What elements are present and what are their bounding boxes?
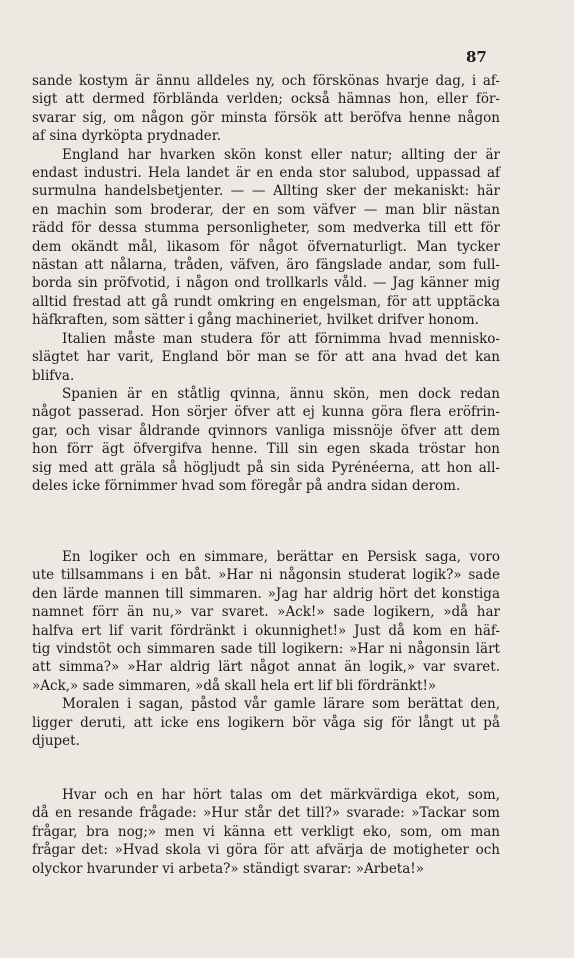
- text-line: En logiker och en simmare, berättar en Persisk saga, voro: [62, 549, 500, 565]
- text-section-echo: [32, 786, 500, 878]
- text-line: England har hvarken skön konst eller natur; allting der är: [62, 146, 500, 163]
- text-line: Italien måste man studera för att förnimma hvad mennisko-: [62, 330, 500, 347]
- text-line: att simma?» »Har aldrig lärt något annat än logik,» var svaret.: [32, 659, 500, 676]
- text-line: slägtet har varit, England bör man se för att ana hvad det kan: [32, 349, 500, 366]
- text-line: frågar, bra nog;» men vi känna ett verkligt eko, som, om man: [32, 823, 500, 840]
- text-line: Spanien är en ståtlig qvinna, ännu skön, men dock redan: [62, 385, 500, 402]
- text-line: sande kostym är ännu alldeles ny, och förskönas hvarje dag, i af-: [32, 73, 500, 89]
- text-line: hon förr ägt öfvergifva henne. Till sin egen skada tröstar hon: [32, 441, 500, 458]
- text-line: Moralen i sagan, påstod vår gamle lärare som berättat den,: [62, 696, 500, 713]
- text-line: rädd för dessa stumma personligheter, som medverka till ett för: [32, 220, 500, 237]
- text-line: frågar det: »Hvad skola vi göra för att afvärja de motigheter och: [32, 842, 500, 859]
- text-line: dem okändt mål, likasom för något öfvernaturligt. Man tycker: [32, 238, 500, 255]
- text-line: sig med att gräla så högljudt på sin sida Pyrénéerna, att hon all-: [32, 459, 500, 476]
- text-line: namnet förr än nu,» var svaret. »Ack!» sade logikern, »då har: [32, 604, 500, 621]
- text-line: en machin som broderar, der en som väfver — man blir nästan: [32, 201, 500, 218]
- text-line: deles icke förnimmer hvad som föregår på andra sidan derom.: [32, 477, 461, 494]
- text-line: djupet.: [32, 733, 80, 750]
- text-line: då en resande frågade: »Hur står det till?» svarade: »Tackar som: [32, 805, 500, 822]
- text-line: endast industri. Hela landet är en enda stor salubod, uppassad af: [32, 165, 500, 182]
- text-section-countries: [32, 72, 500, 495]
- text-line: den lärde mannen till simmaren. »Jag har aldrig hört det konstiga: [32, 585, 500, 602]
- text-line: sigt att dermed förblända verlden; också hämnas hon, eller för-: [32, 91, 500, 108]
- text-line: blifva.: [32, 367, 75, 384]
- text-line: något passerad. Hon sörjer öfver att ej kunna göra flera eröfrin-: [32, 404, 500, 421]
- text-line: Hvar och en har hört talas om det märkvärdiga ekot, som,: [62, 787, 500, 803]
- text-line: tig vindstöt och simmaren sade till logikern: »Har ni någonsin lärt: [32, 641, 500, 658]
- text-line: borda sin pröfvotid, i någon ond trollkarls våld. — Jag känner mig: [32, 275, 500, 292]
- text-line: nästan att nålarna, tråden, väfven, äro fängslade andar, som full-: [32, 257, 500, 274]
- text-line: »Ack,» sade simmaren, »då skall hela ert lif bli fördränkt!»: [32, 677, 437, 694]
- text-line: alltid frestad att gå rundt omkring en engelsman, för att upptäcka: [32, 293, 500, 310]
- text-line: ligger deruti, att icke ens logikern bör våga sig för långt ut på: [32, 714, 500, 731]
- text-line: olyckor hvarunder vi arbeta?» ständigt svarar: »Arbeta!»: [32, 860, 424, 877]
- text-line: ute tillsammans i en båt. »Har ni någonsin studerat logik?» sade: [32, 567, 500, 584]
- text-line: gar, och visar åldrande qvinnors vanliga missnöje öfver att dem: [32, 422, 500, 439]
- text-line: häfkraften, som sätter i gång machineriet, hvilket drifver honom.: [32, 312, 479, 329]
- text-line: svarar sig, om någon gör minsta försök att beröfva henne någon: [32, 109, 500, 126]
- text-section-logician-saga: [32, 548, 500, 750]
- text-line: af sina dyrköpta prydnader.: [32, 128, 222, 145]
- page-number: 87: [466, 48, 487, 66]
- text-line: surmulna handelsbetjenter. — — Allting sker der mekaniskt: här: [32, 183, 500, 200]
- text-line: halfva ert lif varit fördränkt i okunnighet!» Just då kom en häf-: [32, 622, 500, 639]
